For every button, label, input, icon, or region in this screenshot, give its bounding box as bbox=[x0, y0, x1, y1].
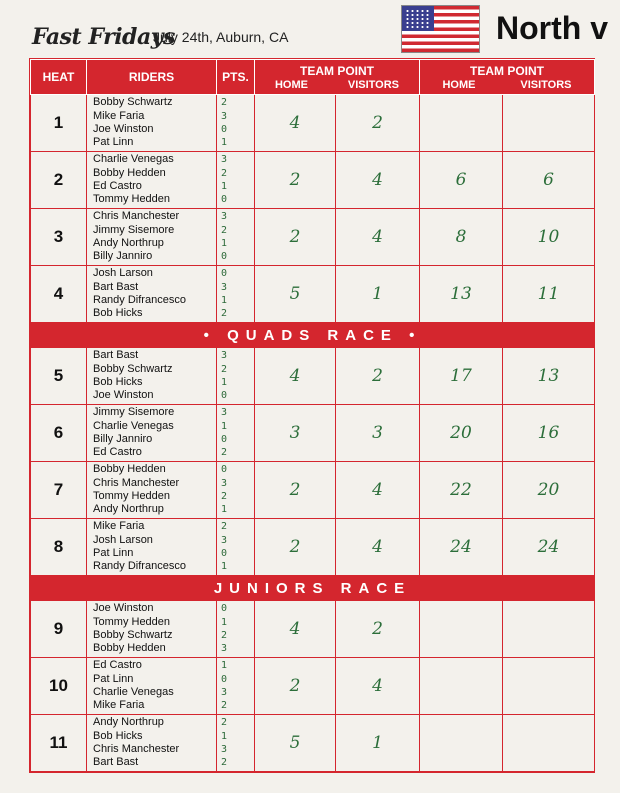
home-total bbox=[420, 95, 503, 152]
rider-points: 2 bbox=[221, 717, 228, 729]
team-point-label: TEAM POINT bbox=[300, 63, 374, 78]
home-points: 4 bbox=[255, 601, 336, 658]
rider-name: Andy Northrup bbox=[93, 237, 164, 249]
home-points: 2 bbox=[255, 519, 336, 576]
rider-name: Joe Winston bbox=[93, 602, 154, 615]
rider-points: 0 bbox=[221, 390, 228, 402]
rider-name: Billy Janniro bbox=[93, 433, 153, 445]
table-row bbox=[31, 209, 595, 266]
home-total bbox=[420, 715, 503, 772]
rider-name: Tommy Hedden bbox=[93, 490, 171, 502]
home-total: 24 bbox=[420, 519, 503, 576]
rider-points: 0 bbox=[221, 194, 228, 206]
riders-cell bbox=[87, 601, 217, 658]
table-row bbox=[31, 152, 595, 209]
rider-points: 1 bbox=[221, 561, 228, 573]
table-row bbox=[31, 715, 595, 772]
table-row bbox=[31, 519, 595, 576]
rider-points: 0 bbox=[221, 603, 228, 615]
team-point-header bbox=[255, 60, 420, 95]
points-cell bbox=[217, 405, 255, 462]
riders-cell bbox=[87, 152, 217, 209]
table-row bbox=[31, 95, 595, 152]
points-cell bbox=[217, 209, 255, 266]
rider-points: 3 bbox=[221, 534, 228, 546]
riders-cell bbox=[87, 348, 217, 405]
riders-cell bbox=[87, 209, 217, 266]
rider-name: Bart Bast bbox=[93, 349, 139, 362]
juniors-race-banner bbox=[31, 576, 595, 601]
rider-points: 2 bbox=[221, 521, 228, 533]
rider-points: 3 bbox=[221, 477, 228, 489]
heat-number: 7 bbox=[31, 462, 87, 519]
rider-points: 0 bbox=[221, 251, 228, 263]
table-row bbox=[31, 462, 595, 519]
rider-name: Bart Bast bbox=[93, 280, 139, 293]
points-cell bbox=[217, 348, 255, 405]
rider-points: 3 bbox=[221, 687, 228, 698]
rider-name: Charlie Venegas bbox=[93, 419, 174, 432]
home-points: 2 bbox=[255, 462, 336, 519]
heat-number: 3 bbox=[31, 209, 87, 266]
visitor-points: 4 bbox=[336, 209, 420, 266]
rider-points: 1 bbox=[221, 660, 228, 672]
rider-name: Jimmy Sisemore bbox=[93, 223, 175, 236]
rider-name: Ed Castro bbox=[93, 659, 142, 672]
rider-points: 1 bbox=[221, 616, 228, 628]
visitor-points: 4 bbox=[336, 462, 420, 519]
rider-points: 1 bbox=[221, 730, 228, 742]
riders-cell bbox=[87, 658, 217, 715]
score-sheet bbox=[29, 58, 595, 773]
points-cell bbox=[217, 95, 255, 152]
home-label: HOME bbox=[274, 78, 308, 91]
rider-points: 2 bbox=[221, 224, 228, 236]
rider-name: Bobby Schwartz bbox=[93, 629, 173, 641]
fast-fridays-logo: Fast Fridays bbox=[32, 24, 175, 50]
riders-cell bbox=[87, 462, 217, 519]
rider-name: Tommy Hedden bbox=[93, 615, 171, 628]
visitors-total-label: VISITORS bbox=[520, 78, 572, 91]
juniors-race-banner-label: JUNIORS RACE bbox=[31, 576, 595, 601]
rider-name: Bobby Schwartz bbox=[93, 96, 173, 109]
rider-points: 0 bbox=[221, 268, 228, 280]
heat-number: 6 bbox=[31, 405, 87, 462]
rider-points: 2 bbox=[221, 700, 228, 712]
home-points: 2 bbox=[255, 658, 336, 715]
rider-points: 3 bbox=[221, 281, 228, 293]
rider-points: 2 bbox=[221, 757, 228, 769]
rider-name: Joe Winston bbox=[93, 389, 154, 402]
rider-name: Billy Janniro bbox=[93, 250, 153, 263]
home-total: 17 bbox=[420, 348, 503, 405]
rider-points: 1 bbox=[221, 181, 228, 192]
pts-header: PTS. bbox=[217, 60, 255, 95]
rider-name: Bobby Hedden bbox=[93, 166, 166, 179]
rider-name: Chris Manchester bbox=[93, 743, 180, 755]
visitor-points: 2 bbox=[336, 348, 420, 405]
rider-name: Chris Manchester bbox=[93, 210, 180, 223]
heat-number: 5 bbox=[31, 348, 87, 405]
rider-name: Bobby Hedden bbox=[93, 642, 166, 655]
points-cell bbox=[217, 658, 255, 715]
event-date: July 24th, Auburn, CA bbox=[153, 29, 289, 45]
points-cell bbox=[217, 266, 255, 323]
rider-name: Mike Faria bbox=[93, 109, 145, 122]
home-points: 3 bbox=[255, 405, 336, 462]
rider-points: 0 bbox=[221, 434, 228, 445]
rider-points: 3 bbox=[221, 643, 228, 655]
visitor-points: 2 bbox=[336, 601, 420, 658]
rider-name: Andy Northrup bbox=[93, 716, 164, 729]
rider-points: 3 bbox=[221, 110, 228, 122]
rider-name: Ed Castro bbox=[93, 180, 142, 192]
rider-name: Bob Hicks bbox=[93, 307, 143, 320]
home-total bbox=[420, 658, 503, 715]
rider-name: Josh Larson bbox=[93, 267, 153, 280]
visitor-points: 1 bbox=[336, 266, 420, 323]
home-total-label: HOME bbox=[442, 78, 476, 91]
riders-cell bbox=[87, 715, 217, 772]
home-total: 8 bbox=[420, 209, 503, 266]
rider-points: 2 bbox=[221, 308, 228, 320]
visitor-total: 10 bbox=[503, 209, 595, 266]
rider-name: Bobby Schwartz bbox=[93, 362, 173, 375]
riders-header: RIDERS bbox=[87, 60, 217, 95]
visitor-points: 3 bbox=[336, 405, 420, 462]
points-cell bbox=[217, 462, 255, 519]
rider-name: Mike Faria bbox=[93, 699, 145, 712]
table-row bbox=[31, 601, 595, 658]
heat-table bbox=[30, 59, 595, 772]
rider-name: Andy Northrup bbox=[93, 503, 164, 516]
quads-race-banner-label: • QUADS RACE • bbox=[31, 323, 595, 348]
heat-number: 2 bbox=[31, 152, 87, 209]
home-total: 20 bbox=[420, 405, 503, 462]
points-cell bbox=[217, 152, 255, 209]
heat-header: HEAT bbox=[31, 60, 87, 95]
visitors-label: VISITORS bbox=[347, 78, 400, 91]
rider-points: 3 bbox=[221, 744, 228, 755]
home-points: 5 bbox=[255, 715, 336, 772]
riders-cell bbox=[87, 405, 217, 462]
rider-name: Bart Bast bbox=[93, 756, 139, 769]
points-cell bbox=[217, 519, 255, 576]
heat-number: 8 bbox=[31, 519, 87, 576]
table-row bbox=[31, 405, 595, 462]
visitor-points: 4 bbox=[336, 152, 420, 209]
header bbox=[0, 0, 620, 58]
visitor-total: 13 bbox=[503, 348, 595, 405]
visitor-points: 4 bbox=[336, 519, 420, 576]
points-cell bbox=[217, 601, 255, 658]
rider-points: 3 bbox=[221, 154, 228, 166]
heat-number: 9 bbox=[31, 601, 87, 658]
rider-name: Pat Linn bbox=[93, 672, 134, 685]
rider-points: 2 bbox=[221, 97, 228, 109]
quads-race-banner bbox=[31, 323, 595, 348]
us-flag-icon bbox=[401, 5, 480, 53]
rider-points: 0 bbox=[221, 673, 228, 685]
home-total bbox=[420, 601, 503, 658]
rider-name: Mike Faria bbox=[93, 520, 145, 533]
heat-number: 11 bbox=[31, 715, 87, 772]
rider-name: Charlie Venegas bbox=[93, 153, 174, 166]
visitor-total: 24 bbox=[503, 519, 595, 576]
visitor-points: 1 bbox=[336, 715, 420, 772]
rider-points: 1 bbox=[221, 420, 228, 432]
table-row bbox=[31, 348, 595, 405]
visitor-total bbox=[503, 715, 595, 772]
rider-points: 1 bbox=[221, 377, 228, 388]
home-points: 4 bbox=[255, 95, 336, 152]
rider-name: Joe Winston bbox=[93, 123, 154, 135]
home-points: 4 bbox=[255, 348, 336, 405]
home-points: 2 bbox=[255, 209, 336, 266]
page-title: North v bbox=[496, 10, 608, 46]
rider-name: Pat Linn bbox=[93, 547, 134, 559]
rider-name: Josh Larson bbox=[93, 533, 153, 546]
table-row bbox=[31, 266, 595, 323]
rider-points: 2 bbox=[221, 491, 228, 502]
rider-name: Chris Manchester bbox=[93, 476, 180, 489]
heat-number: 10 bbox=[31, 658, 87, 715]
rider-name: Charlie Venegas bbox=[93, 686, 174, 698]
points-cell bbox=[217, 715, 255, 772]
rider-name: Ed Castro bbox=[93, 446, 142, 459]
riders-cell bbox=[87, 519, 217, 576]
rider-name: Randy Difrancesco bbox=[93, 294, 186, 306]
rider-name: Bob Hicks bbox=[93, 729, 143, 742]
rider-points: 1 bbox=[221, 504, 228, 516]
riders-cell bbox=[87, 266, 217, 323]
rider-points: 2 bbox=[221, 167, 228, 179]
team-point-total-header bbox=[420, 60, 595, 95]
heat-number: 1 bbox=[31, 95, 87, 152]
home-total: 13 bbox=[420, 266, 503, 323]
rider-points: 1 bbox=[221, 295, 228, 306]
visitor-points: 4 bbox=[336, 658, 420, 715]
heat-number: 4 bbox=[31, 266, 87, 323]
team-point-total-label: TEAM POINT bbox=[470, 63, 544, 78]
rider-name: Randy Difrancesco bbox=[93, 560, 186, 573]
visitor-total bbox=[503, 601, 595, 658]
visitor-points: 2 bbox=[336, 95, 420, 152]
visitor-total: 6 bbox=[503, 152, 595, 209]
rider-points: 2 bbox=[221, 630, 228, 641]
visitor-total: 16 bbox=[503, 405, 595, 462]
rider-points: 3 bbox=[221, 350, 228, 362]
heat-rows bbox=[31, 95, 595, 772]
rider-points: 1 bbox=[221, 137, 228, 149]
home-points: 2 bbox=[255, 152, 336, 209]
rider-points: 1 bbox=[221, 238, 228, 249]
rider-name: Tommy Hedden bbox=[93, 193, 171, 206]
visitor-total bbox=[503, 658, 595, 715]
rider-name: Jimmy Sisemore bbox=[93, 406, 175, 419]
rider-name: Bobby Hedden bbox=[93, 463, 166, 476]
rider-points: 0 bbox=[221, 464, 228, 476]
riders-cell bbox=[87, 95, 217, 152]
home-total: 22 bbox=[420, 462, 503, 519]
home-total: 6 bbox=[420, 152, 503, 209]
rider-name: Pat Linn bbox=[93, 136, 134, 149]
visitor-total: 20 bbox=[503, 462, 595, 519]
rider-name: Bob Hicks bbox=[93, 376, 143, 388]
visitor-total: 11 bbox=[503, 266, 595, 323]
visitor-total bbox=[503, 95, 595, 152]
rider-points: 2 bbox=[221, 447, 228, 459]
table-row bbox=[31, 658, 595, 715]
home-points: 5 bbox=[255, 266, 336, 323]
rider-points: 0 bbox=[221, 548, 228, 559]
rider-points: 3 bbox=[221, 407, 228, 419]
rider-points: 0 bbox=[221, 124, 228, 135]
rider-points: 2 bbox=[221, 363, 228, 375]
rider-points: 3 bbox=[221, 211, 228, 223]
